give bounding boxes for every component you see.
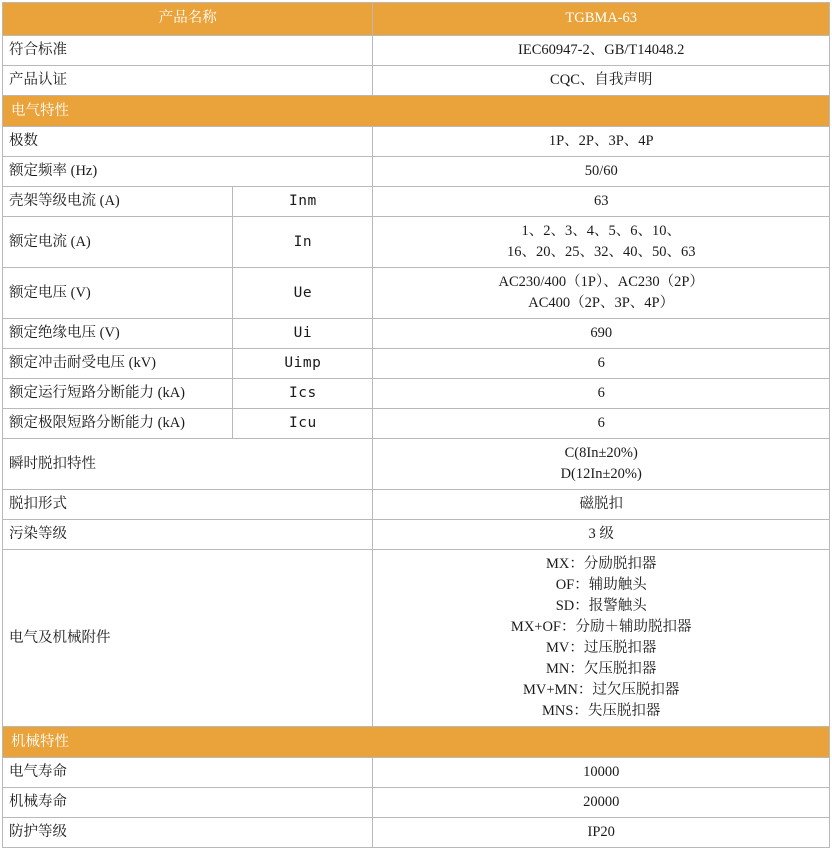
table-row [3, 379, 830, 409]
row-value-line: AC400（2P、3P、4P） [528, 295, 675, 312]
table-row [3, 409, 830, 439]
accessory-item: MX+OF：分励＋辅助脱扣器 [510, 619, 692, 636]
row-label: 额定绝缘电压 (V) [3, 319, 233, 349]
accessory-item: OF：辅助触头 [555, 577, 647, 594]
table-row [3, 439, 830, 490]
accessory-item: SD：报警触头 [555, 598, 647, 615]
accessory-item: MV：过压脱扣器 [546, 640, 657, 657]
row-value: 20000 [373, 788, 830, 818]
row-value: 50/60 [373, 157, 830, 187]
section-title: 机械特性 [3, 727, 830, 758]
row-symbol: Uimp [233, 349, 373, 379]
accessory-item: MN：欠压脱扣器 [546, 661, 657, 678]
row-label: 污染等级 [3, 520, 373, 550]
row-label: 电气及机械附件 [3, 550, 373, 727]
row-symbol: Icu [233, 409, 373, 439]
row-value [373, 268, 830, 319]
row-label: 额定电流 (A) [3, 217, 233, 268]
row-value: 3 级 [373, 520, 830, 550]
table-header-row [3, 3, 830, 36]
table-row [3, 490, 830, 520]
section-header-mechanical [3, 727, 830, 758]
table-row [3, 217, 830, 268]
table-row-accessories [3, 550, 830, 727]
row-label: 脱扣形式 [3, 490, 373, 520]
table-row [3, 520, 830, 550]
product-specification-table [2, 2, 830, 848]
row-value-line: C(8In±20%) [564, 445, 638, 462]
header-product-name: 产品名称 [3, 3, 373, 36]
section-title: 电气特性 [3, 96, 830, 127]
row-value: 6 [373, 409, 830, 439]
row-value: 6 [373, 379, 830, 409]
row-label: 额定频率 (Hz) [3, 157, 373, 187]
table-row [3, 349, 830, 379]
row-value: IP20 [373, 818, 830, 848]
table-row [3, 788, 830, 818]
accessory-item: MX：分励脱扣器 [546, 556, 657, 573]
row-value: CQC、自我声明 [373, 66, 830, 96]
row-symbol: Ics [233, 379, 373, 409]
table-row [3, 157, 830, 187]
row-value: 1P、2P、3P、4P [373, 127, 830, 157]
row-symbol: In [233, 217, 373, 268]
row-value-line: AC230/400（1P）、AC230（2P） [498, 274, 704, 291]
row-symbol: Inm [233, 187, 373, 217]
row-value-line: 16、20、25、32、40、50、63 [506, 244, 696, 261]
row-label: 产品认证 [3, 66, 373, 96]
row-label: 防护等级 [3, 818, 373, 848]
row-value: 10000 [373, 758, 830, 788]
row-label: 极数 [3, 127, 373, 157]
row-symbol: Ue [233, 268, 373, 319]
table-row [3, 127, 830, 157]
section-header-electrical [3, 96, 830, 127]
row-label: 符合标准 [3, 36, 373, 66]
row-symbol: Ui [233, 319, 373, 349]
row-value: 磁脱扣 [373, 490, 830, 520]
accessory-item: MV+MN：过欠压脱扣器 [523, 682, 680, 699]
table-row [3, 187, 830, 217]
row-label: 机械寿命 [3, 788, 373, 818]
table-row [3, 36, 830, 66]
table-row [3, 66, 830, 96]
row-value-line: 1、2、3、4、5、6、10、 [521, 223, 681, 240]
row-label: 壳架等级电流 (A) [3, 187, 233, 217]
table-row [3, 818, 830, 848]
row-label: 额定运行短路分断能力 (kA) [3, 379, 233, 409]
row-value [373, 217, 830, 268]
row-value [373, 439, 830, 490]
table-row [3, 319, 830, 349]
accessory-item: MNS：失压脱扣器 [541, 703, 661, 720]
row-label: 瞬时脱扣特性 [3, 439, 373, 490]
row-value: 6 [373, 349, 830, 379]
row-value-line: D(12In±20%) [560, 466, 642, 483]
row-value: 63 [373, 187, 830, 217]
table-row [3, 268, 830, 319]
row-value: IEC60947-2、GB/T14048.2 [373, 36, 830, 66]
header-product-model: TGBMA-63 [373, 3, 830, 36]
table-row [3, 758, 830, 788]
row-label: 电气寿命 [3, 758, 373, 788]
accessories-list [373, 550, 830, 727]
row-value: 690 [373, 319, 830, 349]
row-label: 额定冲击耐受电压 (kV) [3, 349, 233, 379]
row-label: 额定电压 (V) [3, 268, 233, 319]
row-label: 额定极限短路分断能力 (kA) [3, 409, 233, 439]
